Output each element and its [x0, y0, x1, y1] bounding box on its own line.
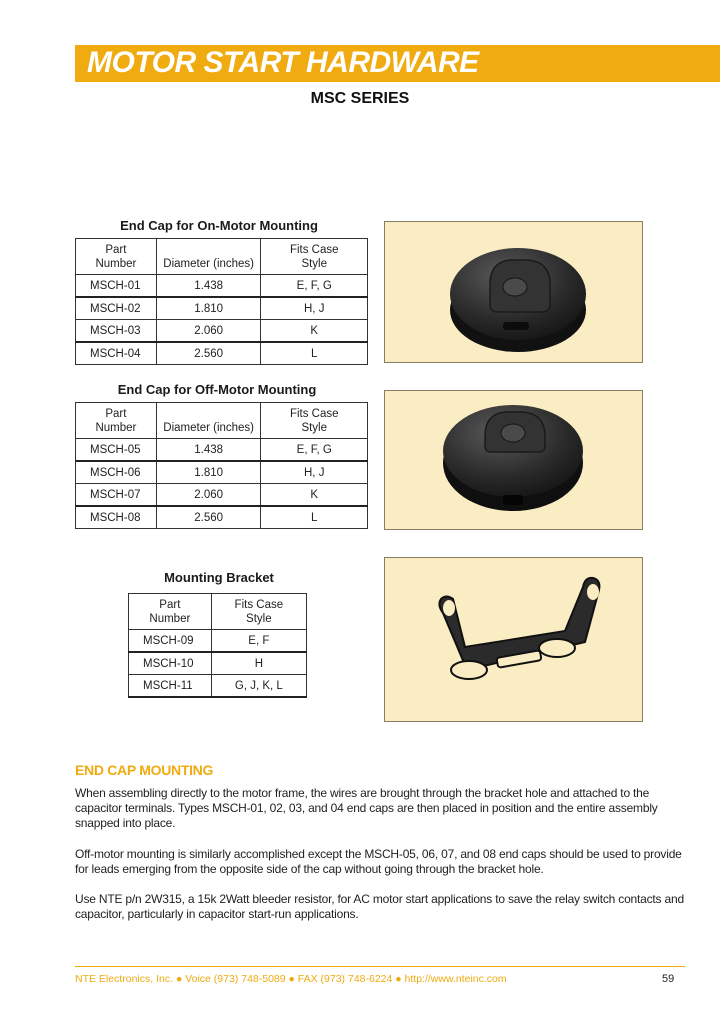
cell-fits: H, J [261, 297, 368, 320]
cell-diameter: 2.560 [156, 506, 261, 529]
paragraph-2: Off-motor mounting is similarly accomplished except the MSCH-05, 06, 07, and 08 end caps should be used to provide for leads emerging from the opposite side of the cap without going through the bracket hole. [75, 847, 682, 876]
cell-part: MSCH-06 [76, 461, 157, 484]
table-row [76, 275, 368, 298]
header-part: Part Number [76, 239, 157, 275]
cell-fits: E, F, G [261, 439, 368, 462]
table-title-on-motor: End Cap for On-Motor Mounting [120, 218, 318, 233]
table-row [76, 320, 368, 343]
header-fits: Fits Case Style [261, 403, 368, 439]
paragraph-3: Use NTE p/n 2W315, a 15k 2Watt bleeder resistor, for AC motor start applications to save the relay switch contacts and capacitor, particularly in capacitor start-run applications. [75, 892, 684, 921]
cell-diameter: 2.560 [156, 342, 261, 365]
table-row [76, 439, 368, 462]
cell-fits: G, J, K, L [211, 675, 306, 698]
section-heading: END CAP MOUNTING [75, 762, 214, 778]
table-row [76, 506, 368, 529]
table-row [76, 297, 368, 320]
cell-diameter: 1.438 [156, 275, 261, 298]
table-row [76, 484, 368, 507]
table-row [76, 342, 368, 365]
cell-fits: L [261, 342, 368, 365]
cell-fits: E, F, G [261, 275, 368, 298]
table-row [129, 652, 307, 675]
header-diameter: Diameter (inches) [156, 403, 261, 439]
header-fits: Fits Case Style [261, 239, 368, 275]
photo-off-motor-end-cap [384, 390, 643, 530]
cell-diameter: 1.810 [156, 461, 261, 484]
cell-part: MSCH-03 [76, 320, 157, 343]
table-row [129, 675, 307, 698]
table-off-motor [75, 402, 368, 529]
footer-rule [75, 966, 685, 967]
table-on-motor [75, 238, 368, 365]
cell-fits: L [261, 506, 368, 529]
table-row [76, 461, 368, 484]
table-bracket [128, 593, 307, 698]
cell-part: MSCH-08 [76, 506, 157, 529]
cell-part: MSCH-04 [76, 342, 157, 365]
cell-part: MSCH-11 [129, 675, 212, 698]
photo-on-motor-end-cap [384, 221, 643, 363]
cell-part: MSCH-07 [76, 484, 157, 507]
cell-diameter: 1.438 [156, 439, 261, 462]
header-part: Part Number [76, 403, 157, 439]
header-part: Part Number [129, 594, 212, 630]
paragraph-1: When assembling directly to the motor frame, the wires are brought through the bracket hole and attached to the capacitor terminals. Types MSCH-01, 02, 03, and 04 end caps are then placed in position and the entire assembly snapped into place. [75, 786, 658, 830]
cell-fits: K [261, 320, 368, 343]
page-title: MOTOR START HARDWARE [87, 46, 479, 79]
table-title-off-motor: End Cap for Off-Motor Mounting [117, 382, 317, 397]
cell-fits: K [261, 484, 368, 507]
cell-part: MSCH-01 [76, 275, 157, 298]
cell-fits: E, F [211, 630, 306, 653]
cell-diameter: 2.060 [156, 484, 261, 507]
cell-part: MSCH-02 [76, 297, 157, 320]
header-diameter: Diameter (inches) [156, 239, 261, 275]
cell-fits: H [211, 652, 306, 675]
series-title: MSC SERIES [310, 90, 410, 107]
table-title-bracket: Mounting Bracket [164, 570, 274, 585]
cell-part: MSCH-09 [129, 630, 212, 653]
cell-fits: H, J [261, 461, 368, 484]
cell-part: MSCH-05 [76, 439, 157, 462]
header-fits: Fits Case Style [211, 594, 306, 630]
header-bar [75, 45, 720, 82]
cell-diameter: 1.810 [156, 297, 261, 320]
footer-contact: NTE Electronics, Inc. ● Voice (973) 748-5089 ● FAX (973) 748-6224 ● http://www.nteinc.com [75, 973, 507, 985]
cell-part: MSCH-10 [129, 652, 212, 675]
table-row [129, 630, 307, 653]
cell-diameter: 2.060 [156, 320, 261, 343]
photo-mounting-bracket [384, 557, 643, 722]
page-number: 59 [662, 973, 675, 985]
